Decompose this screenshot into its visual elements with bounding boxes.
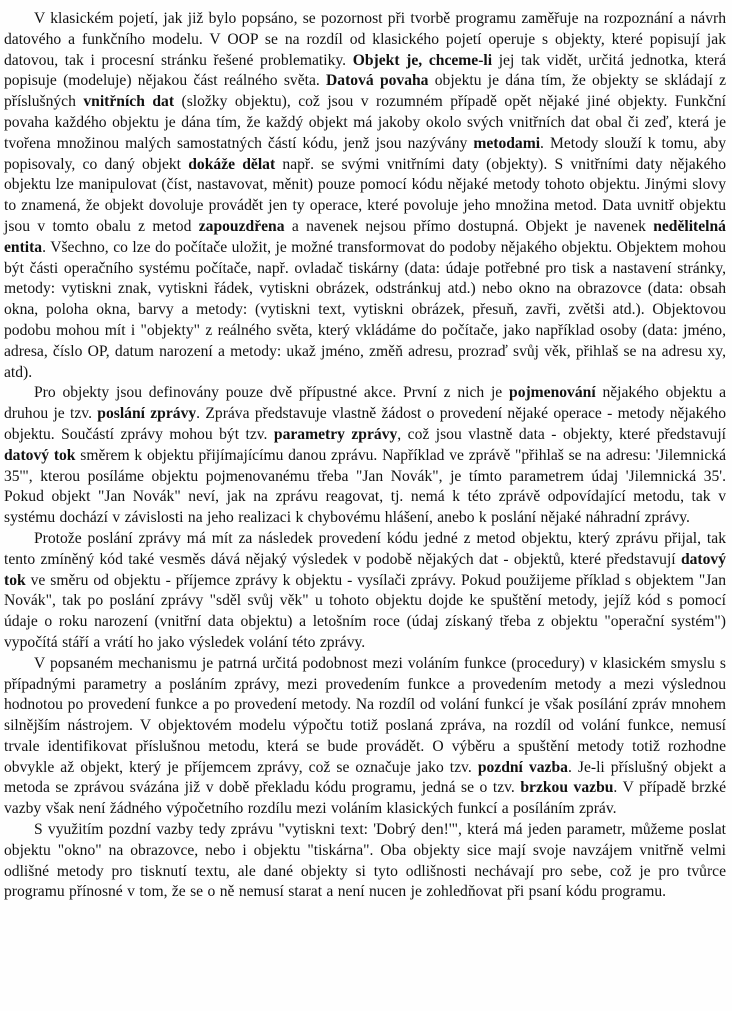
text-run: V popsaném mechanismu je patrná určitá podobnost mezi voláním funkce (procedury) v klasickém smyslu s případnými parametry a posláním zprávy, mezi provedením funkce a provedením metody a mezi výslednou hodnotou po provedení funkce a po provedení metody. Na rozdíl od volání funkcí je však posílání zpráv mnohem silnějším nástrojem. V objektovém modelu výpočtu totiž poslaná zpráva, na rozdíl od volání funkce, nemusí trvale identifikovat příslušnou metodu, která se bude provádět. O výběru a spuštění metody totiž rozhodne obvykle až objekt, který je příjemcem zprávy, což se označuje jako tzv. <box>4 654 726 776</box>
bold-text-run: parametry zprávy <box>273 425 398 443</box>
bold-text-run: Datová povaha <box>326 72 429 90</box>
bold-text-run: vnitřních dat <box>83 93 175 111</box>
text-run: . V případě brzké vazby však není žádného výpočetního rozdílu mezi voláním klasických funkcí a posíláním zpráv. <box>4 779 726 818</box>
text-run: ve směru od objektu - příjemce zprávy k objektu - vysílači zprávy. Pokud použijeme příklad s objektem "Jan Novák", tak po poslání zprávy "sděl svůj věk" u tohoto objektu dojde ke spuštění metody, jejíž kód s pomocí údaje o roku narození (vnitřní data objektu) a letošním roce (údaj získaný třeba z objektu "operační systém") vypočítá stáří a vrátí ho jako výsledek volání této zprávy. <box>4 571 726 651</box>
text-run: objektu je dána tím, že objekty se skládají z příslušných <box>4 72 726 111</box>
text-run: nějakého objektu a druhou je tzv. <box>4 384 726 423</box>
text-run: směrem k objektu přijímajícímu danou zprávu. Například ve zprávě "přihlaš se na adresu: 'Jilemnická 35'", kterou posíláme objektu pojmenovanému třeba "Jan Novák", je tímto parametrem údaj 'Jilemnická 35'. Pokud objekt "Jan Novák" neví, jak na zprávu reagovat, tj. nemá k této zprávě odpovídající metodu, tak v systému dochází v závislosti na jeho realizaci k chybovému hlášení, anebo k poslání nějaké náhradní zprávy. <box>4 446 726 527</box>
paragraph <box>4 9 726 383</box>
document-body <box>4 9 726 903</box>
paragraph <box>4 654 726 820</box>
text-run: . Zpráva představuje vlastně žádost o provedení nějaké operace - metody nějakého objektu. Součástí zprávy mohou být tzv. <box>4 405 726 443</box>
bold-text-run: brzkou vazbu <box>520 779 614 797</box>
bold-text-run: Objekt je, chceme-li <box>352 51 493 69</box>
bold-text-run: datový tok <box>4 446 76 464</box>
paragraph <box>4 820 726 903</box>
bold-text-run: metodami <box>473 134 541 152</box>
bold-text-run: nedělitelná entita <box>4 217 726 256</box>
bold-text-run: pozdní vazba <box>477 758 568 776</box>
text-run: . Metody slouží k tomu, aby popisovaly, co daný objekt <box>4 134 726 173</box>
bold-text-run: pojmenování <box>509 384 596 402</box>
bold-text-run: datový tok <box>4 550 726 589</box>
text-run: Pro objekty jsou definovány pouze dvě přípustné akce. První z nich je <box>34 384 510 402</box>
bold-text-run: zapouzdřena <box>198 217 285 235</box>
text-run: a navenek nejsou přímo dostupná. Objekt je navenek <box>284 217 654 235</box>
paragraph <box>4 383 726 529</box>
bold-text-run: dokáže dělat <box>188 155 276 173</box>
paragraph <box>4 529 726 654</box>
text-run: S využitím pozdní vazby tedy zprávu "vytiskni text: 'Dobrý den!'", která má jeden parametr, můžeme poslat objektu "okno" na obrazovce, nebo i objektu "tiskárna". Oba objekty sice mají svoje navzájem vnitřně velmi odlišné metody pro tisknutí textu, ale dané objekty si tyto odlišnosti nechávají pro sebe, což je pro tvůrce programu přínosné v tom, že se o ně nemusí starat a není nucen je zohledňovat při psaní kódu programu. <box>4 821 726 901</box>
text-run: Protože poslání zprávy má mít za následek provedení kódu jedné z metod objektu, který zprávu přijal, tak tento zmíněný kód také vesměs dává nějaký výsledek v podobě nějakých dat - objektů, které představují <box>4 529 726 568</box>
bold-text-run: poslání zprávy <box>97 405 197 423</box>
text-run: jej tak vidět, určitá jednotka, která popisuje (modeluje) nějakou část reálného světa. <box>4 51 726 90</box>
text-run: (složky objektu), což jsou v rozumném případě opět nějaké jiné objekty. Funkční povaha každého objektu je dána tím, že každý objekt má jakoby okolo svých vnitřních dat obal či zeď, která je tvořena množinou malých samostatných částí kódu, jenž jsou nazývány <box>4 93 726 152</box>
text-run: . Je-li příslušný objekt a metoda se zprávou svázána již v době překladu kódu programu, jedná se o tzv. <box>4 758 727 797</box>
text-run: např. se svými vnitřními daty (objekty). S vnitřními daty nějakého objektu lze manipulovat (číst, nastavovat, měnit) pouze pomocí kódu nějaké metody tohoto objektu. Jinými slovy to znamená, že objekt dovoluje provádět jen ty operace, které povoluje jeho množina metod. Data uvnitř objektu jsou v tomto obalu z metod <box>4 155 726 235</box>
text-run: , což jsou vlastně data - objekty, které představují <box>397 425 726 443</box>
text-run: . Všechno, co lze do počítače uložit, je možné transformovat do podoby nějakého objektu. Objektem mohou být části operačního systému počítače, např. ovladač tiskárny (data: údaje potřebné pro tisk a nastavení stránky, metody: vytiskni znak, vytiskni řádek, vytiskni obrázek, odstránkuj atd.) nebo okno na obrazovce (data: obsah okna, poloha okna, barvy a metody: (vytiskni text, vytiskni obrázek, přesuň, zavři, zvětši atd.). Objektovou podobu mohou mít i "objekty" z reálného světa, který vkládáme do počítače, jako například osoby (data: jméno, adresa, číslo OP, datum narození a metody: ukaž jméno, změň adresu, prozraď svůj věk, přihlaš se na adresu xy, atd). <box>4 238 726 381</box>
text-run: V klasickém pojetí, jak již bylo popsáno, se pozornost při tvorbě programu zaměřuje na rozpoznání a návrh datového a funkčního modelu. V OOP se na rozdíl od klasického pojetí operuje s objekty, které popisují jak datovou, tak i procesní stránku řešené problematiky. <box>4 10 726 69</box>
